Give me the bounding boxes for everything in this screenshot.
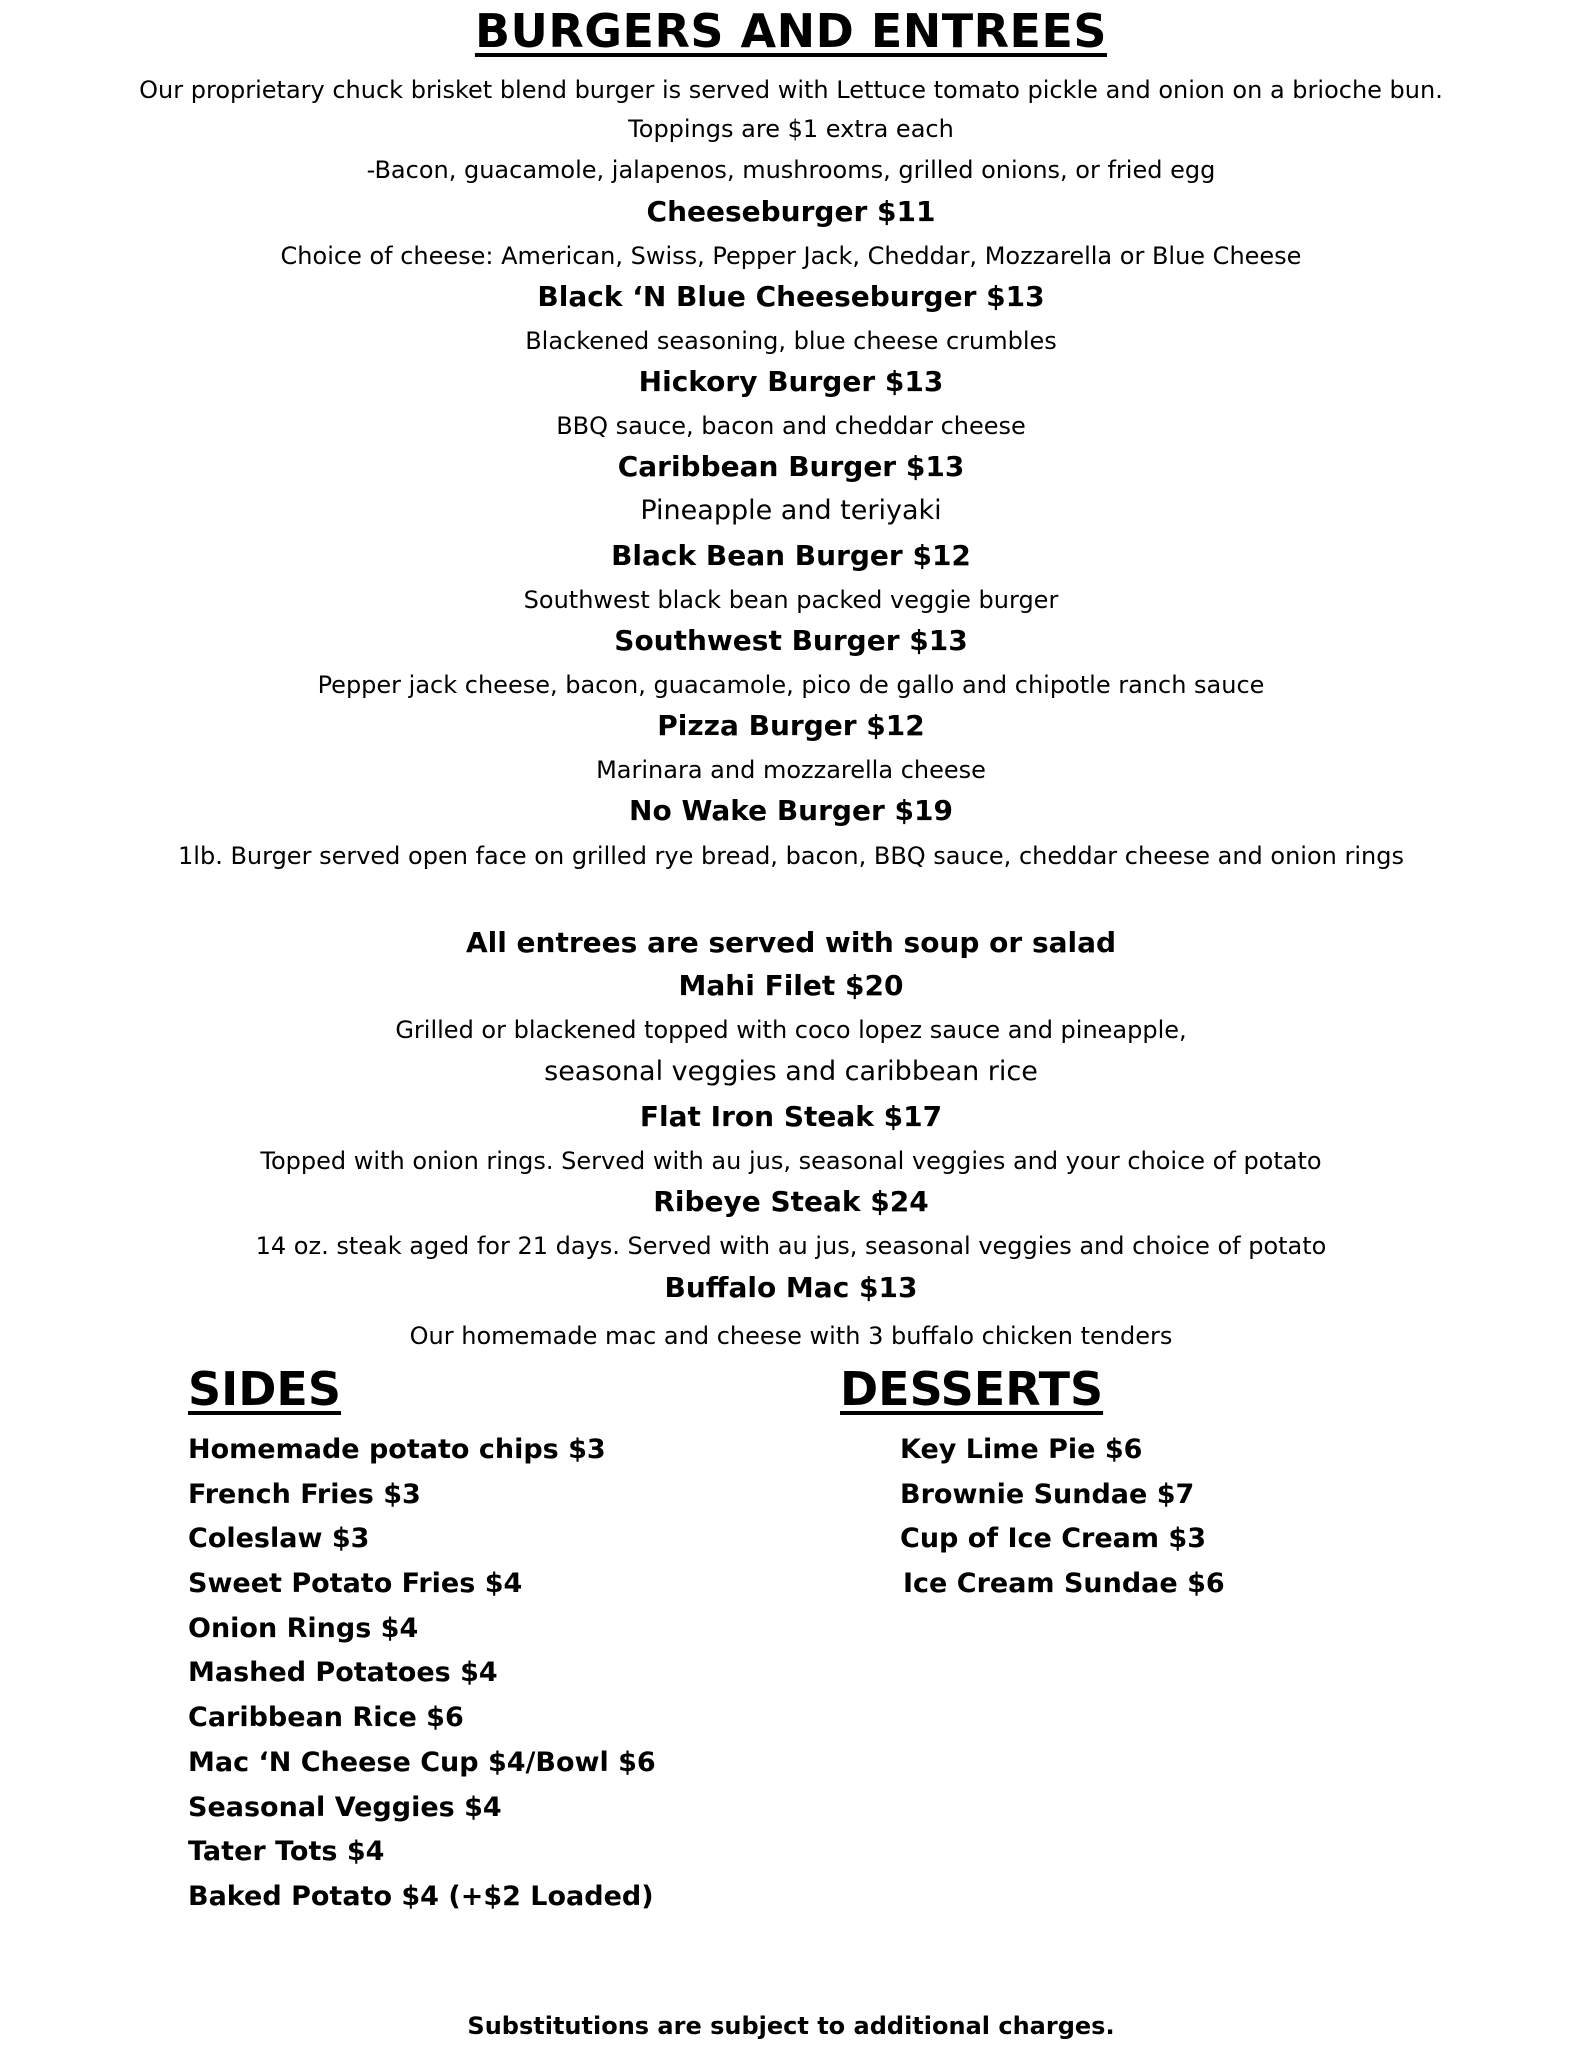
menu-item-desc: Pepper jack cheese, bacon, guacamole, pico de gallo and chipotle ranch sauce	[317, 671, 1265, 699]
desserts-heading: DESSERTS	[840, 1362, 1104, 1416]
burger-intro: Our proprietary chuck brisket blend burger is served with Lettuce tomato pickle and onion on a brioche bun.	[139, 76, 1443, 104]
list-item: Cup of Ice Cream $3	[900, 1523, 1206, 1555]
menu-item-name: Mahi Filet $20	[678, 969, 904, 1002]
menu-item-desc: seasonal veggies and caribbean rice	[544, 1056, 1038, 1087]
toppings-price: Toppings are $1 extra each	[628, 115, 954, 143]
list-item: Mac ‘N Cheese Cup $4/Bowl $6	[188, 1746, 656, 1778]
list-item: Baked Potato $4 (+$2 Loaded)	[188, 1880, 654, 1912]
list-item: Ice Cream Sundae $6	[903, 1568, 1225, 1600]
menu-item-desc: 1lb. Burger served open face on grilled rye bread, bacon, BBQ sauce, cheddar cheese and onion rings	[178, 842, 1404, 870]
menu-item-name: No Wake Burger $19	[629, 794, 953, 827]
menu-item-desc: Blackened seasoning, blue cheese crumbles	[525, 327, 1057, 355]
list-item: Seasonal Veggies $4	[188, 1791, 502, 1823]
list-item: Key Lime Pie $6	[900, 1434, 1143, 1465]
list-item: Onion Rings $4	[188, 1612, 419, 1644]
desserts-list	[900, 1428, 1225, 1607]
footer-note: Substitutions are subject to additional charges.	[467, 2012, 1115, 2040]
menu-item-name: Black ‘N Blue Cheeseburger $13	[537, 280, 1045, 313]
menu-item-desc: Southwest black bean packed veggie burger	[523, 586, 1059, 614]
menu-item-desc: Topped with onion rings. Served with au jus, seasonal veggies and your choice of potato	[260, 1147, 1322, 1175]
menu-item-name: Buffalo Mac $13	[664, 1271, 918, 1304]
menu-item-desc: BBQ sauce, bacon and cheddar cheese	[556, 412, 1026, 440]
toppings-list: -Bacon, guacamole, jalapenos, mushrooms, grilled onions, or fried egg	[366, 156, 1216, 184]
menu-item-desc: Grilled or blackened topped with coco lopez sauce and pineapple,	[395, 1016, 1187, 1044]
list-item: Mashed Potatoes $4	[188, 1657, 498, 1689]
list-item: Tater Tots $4	[188, 1836, 385, 1868]
list-item: Homemade potato chips $3	[188, 1434, 606, 1465]
sides-list	[188, 1428, 656, 1920]
menu-item-desc: Choice of cheese: American, Swiss, Pepper Jack, Cheddar, Mozzarella or Blue Cheese	[280, 242, 1302, 270]
menu-item-name: Southwest Burger $13	[614, 624, 968, 657]
menu-item-desc: 14 oz. steak aged for 21 days. Served with au jus, seasonal veggies and choice of potato	[255, 1232, 1327, 1260]
list-item: Caribbean Rice $6	[188, 1702, 464, 1734]
menu-item-name: Hickory Burger $13	[638, 365, 944, 398]
page-title: BURGERS AND ENTREES	[474, 4, 1108, 58]
list-item: Coleslaw $3	[188, 1523, 370, 1555]
menu-item-name: Black Bean Burger $12	[611, 539, 971, 572]
menu-item-name: Pizza Burger $12	[657, 709, 925, 742]
list-item: Brownie Sundae $7	[900, 1478, 1195, 1510]
menu-item-name: Flat Iron Steak $17	[639, 1100, 943, 1133]
menu-item-name: Caribbean Burger $13	[617, 450, 965, 483]
menu-item-desc: Marinara and mozzarella cheese	[596, 756, 986, 784]
list-item: French Fries $3	[188, 1478, 421, 1510]
list-item: Sweet Potato Fries $4	[188, 1568, 523, 1600]
entrees-note: All entrees are served with soup or salad	[465, 926, 1117, 959]
menu-item-desc: Pineapple and teriyaki	[640, 495, 942, 526]
menu-item-name: Ribeye Steak $24	[653, 1185, 929, 1218]
menu-item-desc: Our homemade mac and cheese with 3 buffalo chicken tenders	[409, 1322, 1173, 1350]
sides-heading: SIDES	[188, 1362, 341, 1416]
menu-item-name: Cheeseburger $11	[646, 195, 936, 228]
